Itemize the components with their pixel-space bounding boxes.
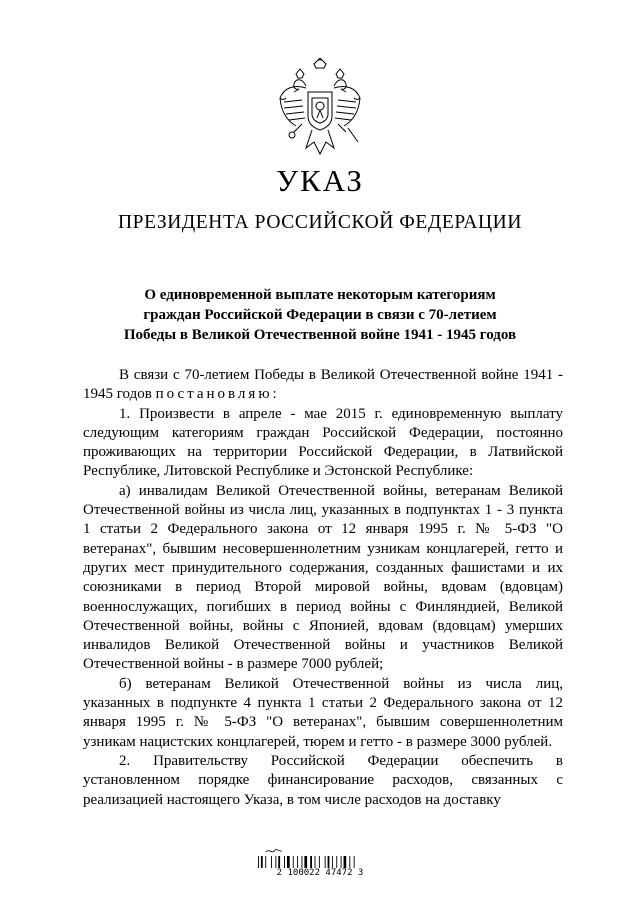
decree-title: УКАЗ [276, 163, 364, 198]
barcode-bar [261, 856, 263, 868]
barcode-signature-mark [266, 849, 282, 852]
barcode-bar [319, 856, 320, 868]
barcode-bar [293, 856, 294, 868]
barcode-bar [310, 856, 312, 868]
intro-paragraph [83, 366, 563, 405]
barcode-bar [325, 856, 326, 868]
heading-line: Победы в Великой Отечественной войне 1941 - 1945 годов [123, 327, 517, 343]
paragraph-1: 1. Произвести в апреле - мае 2015 г. единовременную выплату следующим категориям граждан Российской Федерации, постоянно проживающих на территории Российской Федерации, в Латвийской Республике, Литовской Республике и Эстонской Республике: [83, 405, 563, 480]
barcode-bar [265, 856, 266, 868]
intro-text: В связи с 70-летием Победы в Великой Отечественной войне 1941 - 1945 годов [83, 367, 563, 403]
paragraph-2: 2. Правительству Российской Федерации обеспечить в установленном порядке финансирование расходов, связанных с реализацией настоящего Указа, в том числе расходов на доставку [83, 752, 563, 808]
paragraph-1b: б) ветеранам Великой Отечественной войны из числа лиц, указанных в подпункте 4 пункта 1 статьи 2 Федерального закона от 12 января 1995 г. № 5-ФЗ "О ветеранах", бывшим совершеннолетним узникам нацистских концлагерей, тюрем и гетто - в размере 3000 рублей. [83, 675, 563, 750]
barcode-bar [341, 856, 342, 868]
barcode-bar [349, 856, 350, 868]
barcode-bar [354, 856, 355, 868]
coat-of-arms-emblem [272, 58, 368, 158]
barcode-bar [344, 856, 347, 868]
barcode-bar [332, 856, 333, 868]
paragraph-1a: а) инвалидам Великой Отечественной войны, ветеранам Великой Отечественной войны из числа лиц, указанных в подпунктах 1 - 3 пункта 1 статьи 2 Федерального закона от 12 января 1995 г. № 5-ФЗ "О ветеранах", бывшим несовершеннолетним узникам концлагерей, гетто и других мест принудительного содержания, созданных фашистами и их союзниками в период Второй мировой войны, вдовам (вдовцам) военнослужащих, погибших в период войны с Финляндией, Великой Отечественной войны, войны с Японией, вдовам (вдовцам) умерших инвалидов Великой Отечественной войны и участников Великой Отечественной войны - в размере 7000 рублей; [83, 482, 563, 673]
decree-heading [80, 285, 560, 345]
heading-line: граждан Российской Федерации в связи с 70-летием [143, 307, 497, 323]
decree-subtitle: ПРЕЗИДЕНТА РОССИЙСКОЙ ФЕДЕРАЦИИ [117, 212, 523, 233]
barcode-bar [271, 856, 272, 868]
decree-word: постановляю: [155, 386, 280, 403]
barcode-bar [336, 856, 337, 868]
decree-body [83, 366, 563, 810]
barcode-bar [258, 856, 259, 868]
barcode-bar [275, 856, 276, 868]
barcode-number: 2 100022 47472 3 [276, 868, 364, 878]
heading-line: О единовременной выплате некоторым категориям [144, 287, 496, 303]
barcode-bar [278, 856, 280, 868]
barcode-bar [302, 856, 303, 868]
barcode-bar [315, 856, 316, 868]
barcode-bar [328, 856, 330, 868]
barcode-bar [287, 856, 290, 868]
barcode-bar [304, 856, 307, 868]
barcode-bar [284, 856, 285, 868]
barcode-bar [297, 856, 298, 868]
